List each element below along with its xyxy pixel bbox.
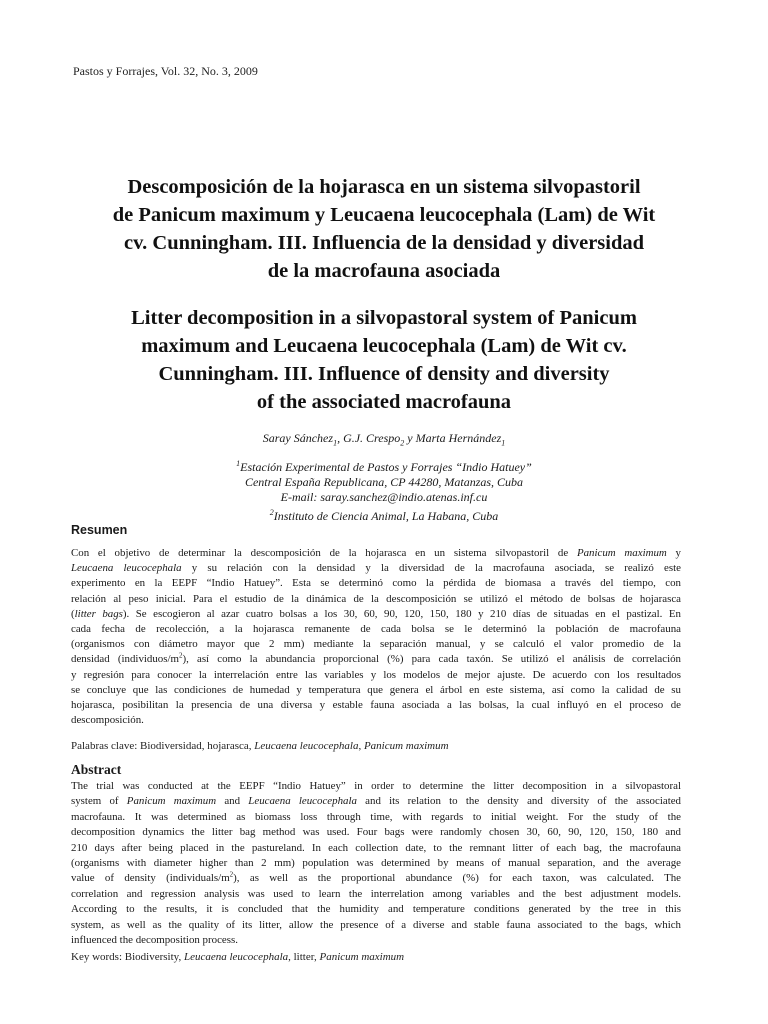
author-name: y Marta Hernández: [407, 431, 502, 445]
affiliation-line: [0, 505, 768, 524]
resumen-body: [71, 546, 681, 728]
resumen-line: hojarasca, posibilitan la presencia de una diversa y estable fauna asociada a las bolsas, la cual influyó en el proceso de: [71, 699, 681, 712]
text: and its relation to the density and diversity of the associated: [356, 795, 681, 808]
text: ). Se escogieron al azar cuatro bolsas a los 30, 60, 90, 120, 150, 180 y 210 días de situadas en el pastizal. En: [122, 607, 681, 620]
text: y: [666, 547, 681, 559]
abstract-line: 210 days after being placed in the pastureland. In each collection date, to the remnant litter of each bag, the macrofauna: [71, 841, 681, 854]
title-es-line: Descomposición de la hojarasca en un sistema silvopastoril: [127, 176, 641, 198]
text: Con el objetivo de determinar la descomposición de la hojarasca en un sistema silvopastoril de: [71, 547, 577, 559]
resumen-line: relación al peso inicial. Para el estudio de la dinámica de la descomposición se utilizó el método de bolsas de hojarasca: [71, 592, 681, 605]
author-list: Saray Sánchez$_1$, G.J. Crespo$_2$ y Marta Hernández$_1$: [262, 431, 506, 448]
title-es-line: de Panicum maximum y Leucaena leucocephala (Lam) de Wit: [112, 204, 656, 226]
resumen-line: [71, 561, 681, 576]
abstract-line: decomposition dynamics the litter bag method was used. Four bags were randomly chosen 30, 60, 90, 120, 150, 180 and: [71, 826, 681, 839]
resumen-line: cada fecha de recolección, a la hojarasca remanente de cada bolsa se le determinó la población de macrofauna: [71, 623, 681, 636]
journal-citation: Pastos y Forrajes, Vol. 32, No. 3, 2009: [73, 64, 258, 78]
text: value of density (individuals/m: [71, 872, 230, 885]
resumen-line: [71, 652, 681, 667]
title-es-line: de la macrofauna asociada: [267, 260, 501, 282]
separator: ,: [358, 740, 364, 752]
resumen-line: (organismos con diámetro mayor que 2 mm) mediante la separación manual, y se calculó el valor promedio de la: [71, 638, 681, 651]
superscript: 2: [229, 870, 234, 879]
text: ), as well as the proportional abundance (%) for each taxon, was calculated. The: [233, 872, 681, 885]
author-affil-index: 2: [400, 438, 405, 448]
abstract-line: correlation and regression analysis was used to learn the interrelation among variables and the best adjustment models.: [71, 887, 681, 900]
abstract-line: influenced the decomposition process.: [71, 934, 238, 947]
species-name: Leucaena leucocephala: [248, 795, 357, 808]
title-en-line: Litter decomposition in a silvopastoral system of Panicum: [131, 307, 637, 329]
keyword: Biodiversidad, hojarasca,: [140, 740, 255, 752]
text: densidad (individuos/m: [71, 653, 179, 666]
title-en-line: maximum and Leucaena leucocephala (Lam) de Wit cv.: [141, 335, 627, 357]
term: litter bags: [74, 607, 123, 620]
author-affil-index: 1: [501, 438, 506, 448]
affiliation-text: Instituto de Ciencia Animal, La Habana, Cuba: [273, 509, 499, 523]
keyword: Leucaena leucocephala: [183, 951, 289, 963]
keyword: Panicum maximum: [319, 951, 405, 963]
keyword: Panicum maximum: [363, 740, 449, 752]
abstract-line: [71, 871, 681, 886]
keywords-spanish: [71, 740, 449, 752]
abstract-line: According to the results, it is concluded that the humidity and temperature conditions generated by the tree in this: [71, 903, 681, 916]
resumen-line: y regresión para conocer la interrelación entre las variables y los modelos de mejor ajuste. De acuerdo con los resultados: [71, 668, 681, 681]
title-en-line: of the associated macrofauna: [256, 391, 512, 413]
superscript: 2: [178, 651, 183, 660]
affiliation-line: Central España Republicana, CP 44280, Matanzas, Cuba: [244, 475, 524, 489]
affiliation-index: 1: [236, 459, 241, 468]
keyword: Leucaena leucocephala: [254, 740, 359, 752]
abstract-line: The trial was conducted at the EEPF “Indio Hatuey” in order to determine the litter decomposition in a silvopastoral: [71, 780, 681, 792]
title-en-line: Cunningham. III. Influence of density and diversity: [158, 363, 610, 385]
affiliation-index: 2: [269, 508, 274, 517]
affiliation-text: Estación Experimental de Pastos y Forrajes “Indio Hatuey”: [240, 460, 532, 474]
abstract-line: macrofauna. It was determined as biomass loss through time, with regards to initial weight. For the study of the: [71, 810, 681, 823]
resumen-line: [71, 546, 681, 561]
text: y su relación con la densidad y la diversidad de la macrofauna asociada, se realizó este: [181, 562, 681, 575]
author-name: G.J. Crespo: [343, 431, 401, 445]
abstract-line: [71, 794, 681, 809]
title-es-line: cv. Cunningham. III. Influencia de la densidad y diversidad: [123, 232, 645, 254]
text: and: [216, 795, 249, 808]
species-name: Panicum maximum: [576, 547, 667, 559]
resumen-line: se concluye que las condiciones de humedad y temperatura que genera el árbol en este sistema, así como la calidad de su: [71, 683, 681, 696]
resumen-line: experimento en la EEPF “Indio Hatuey”. Esta se determinó como la pérdida de biomasa a través del tiempo, con: [71, 577, 681, 590]
author-name: Saray Sánchez: [262, 431, 334, 445]
abstract-heading: Abstract: [71, 762, 122, 777]
resumen-line: [71, 607, 681, 622]
title-english: [60, 304, 708, 416]
resumen-line: descomposición.: [71, 714, 144, 727]
keyword: , litter,: [288, 951, 320, 963]
keywords-label: Key words:: [71, 951, 125, 963]
species-name: Panicum maximum: [126, 795, 217, 808]
title-spanish: [60, 173, 708, 285]
abstract-line: (organisms with diameter higher than 2 mm) population was determined by means of manual separation, and the average: [71, 857, 681, 870]
keyword: Biodiversity,: [124, 951, 184, 963]
text: (: [71, 607, 75, 620]
text: system of: [71, 795, 127, 808]
keywords-english: [71, 951, 404, 963]
abstract-line: system, as well as the quality of its litter, allow the presence of a diverse and stable fauna associated to the bags, which: [71, 918, 681, 931]
affiliation-email[interactable]: E-mail: saray.sanchez@indio.atenas.inf.cu: [280, 490, 488, 504]
species-name: Leucaena leucocephala: [71, 562, 182, 575]
text: ), así como la abundancia proporcional (%) para cada taxón. Se utilizó el análisis de correlación: [182, 653, 681, 666]
affiliation-line: [0, 456, 768, 475]
keywords-label: Palabras clave:: [71, 740, 141, 752]
abstract-body: [71, 779, 681, 948]
author-affil-index: 1: [333, 438, 338, 448]
affiliations: [0, 456, 768, 524]
resumen-heading: Resumen: [71, 523, 128, 537]
